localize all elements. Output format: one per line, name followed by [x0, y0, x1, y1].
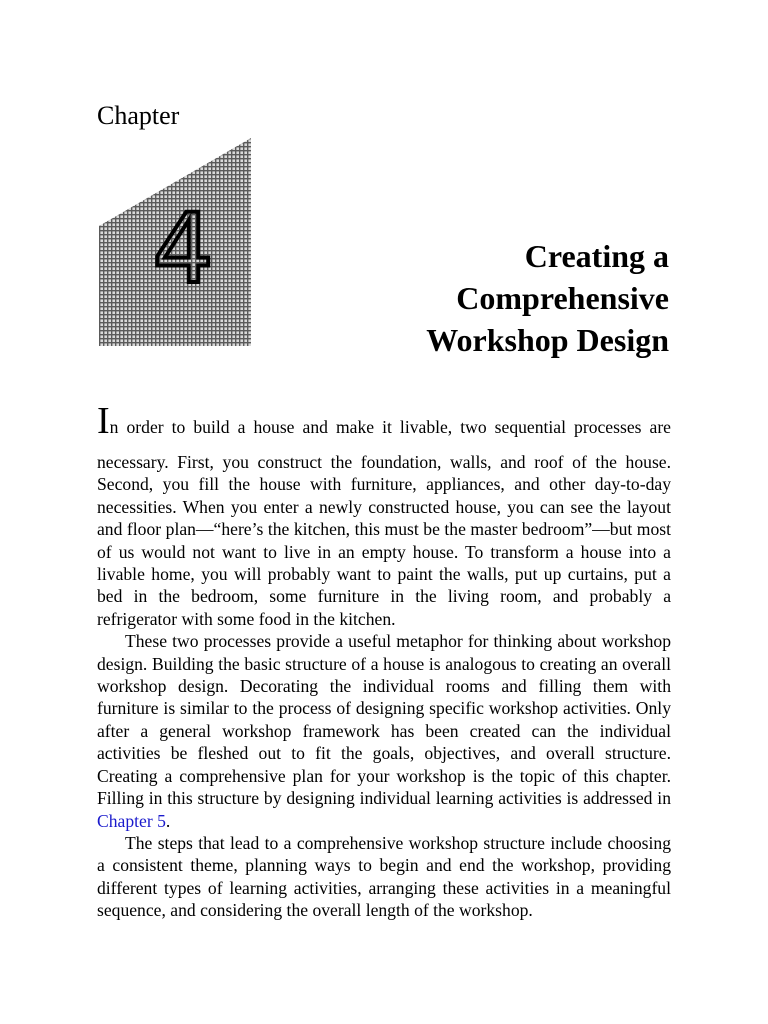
paragraph-1-lead	[97, 400, 671, 451]
chapter-number-svg	[99, 138, 251, 346]
paragraph-2	[97, 630, 671, 832]
chapter-5-link[interactable]: Chapter 5	[97, 810, 166, 831]
chapter-title-line-2: Comprehensive	[456, 280, 669, 316]
paragraph-1-rest: necessary. First, you construct the foundation, walls, and roof of the house. Second, you fill the house with furniture, appliances, and other day-to-day necessities. When you enter a newly constructed house, you can see the layout and floor plan—“here’s the kitchen, this must be the master bedroom”—but most of us would not want to live in an empty house. To transform a house into a livable home, you will probably want to paint the walls, put up curtains, put a bed in the bedroom, some furniture in the living room, and probably a refrigerator with some food in the kitchen.	[97, 452, 671, 629]
chapter-title-line-1: Creating a	[524, 238, 669, 274]
chapter-title-line-3: Workshop Design	[426, 322, 669, 358]
drop-cap: I	[97, 400, 110, 442]
paragraph-3: The steps that lead to a comprehensive workshop structure include choosing a consistent theme, planning ways to begin and end the workshop, providing different types of learning activities, arranging these activities in a meaningful sequence, and considering the overall length of the workshop.	[97, 832, 671, 921]
chapter-label: Chapter	[97, 101, 180, 130]
chapter-number-graphic	[99, 138, 251, 346]
paragraph-2-end: .	[165, 810, 171, 831]
chapter-title	[339, 235, 669, 361]
paragraph-1	[97, 400, 671, 630]
chapter-number: 4	[152, 193, 214, 305]
body-text	[97, 400, 671, 922]
paragraph-1-lead-text: n order to build a house and make it livable, two sequential processes are	[109, 417, 671, 437]
paragraph-2-text: These two processes provide a useful metaphor for thinking about workshop design. Building the basic structure of a house is analogous to creating an overall workshop design. Decorating the individual rooms and filling them with furniture is similar to the process of designing specific workshop activities. Only after a general workshop framework has been created can the individual activities be fleshed out to fit the goals, objectives, and overall structure. Creating a comprehensive plan for your workshop is the topic of this chapter. Filling in this structure by designing individual learning activities is addressed in	[97, 631, 671, 809]
